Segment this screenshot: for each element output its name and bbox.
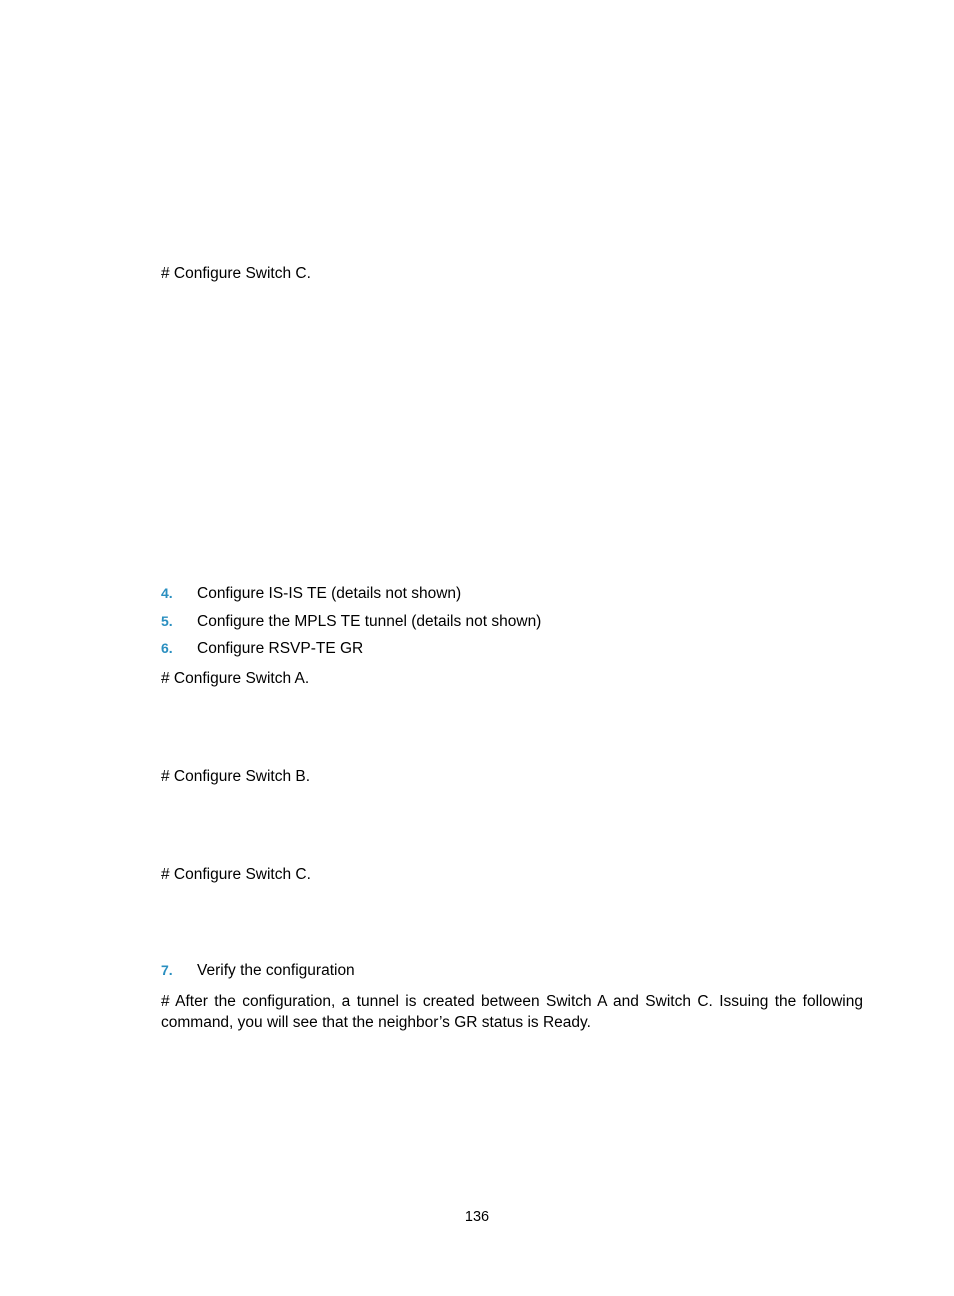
step-item-4 [161,583,461,604]
step-text: Configure IS-IS TE (details not shown) [197,585,462,602]
verify-paragraph: # After the configuration, a tunnel is created between Switch A and Switch C. Issuing the following command, you will see that the neighbor’s GR status is Ready. [161,993,863,1031]
step-item-6 [161,638,363,659]
page-number: 136 [464,1209,490,1225]
configure-switch-c-heading: # Configure Switch C. [161,265,311,282]
configure-switch-a-heading: # Configure Switch A. [161,670,310,687]
step-text: Verify the configuration [197,962,355,979]
step-text: Configure the MPLS TE tunnel (details not shown) [197,613,542,630]
step-number: 5. [161,613,173,629]
step-number: 7. [161,962,173,978]
configure-switch-c-second-heading: # Configure Switch C. [161,866,311,883]
step-item-5 [161,611,541,632]
configure-switch-b-heading: # Configure Switch B. [161,768,311,785]
step-item-7 [161,960,355,981]
step-text: Configure RSVP-TE GR [197,640,364,657]
step-number: 6. [161,640,173,656]
step-number: 4. [161,585,173,601]
